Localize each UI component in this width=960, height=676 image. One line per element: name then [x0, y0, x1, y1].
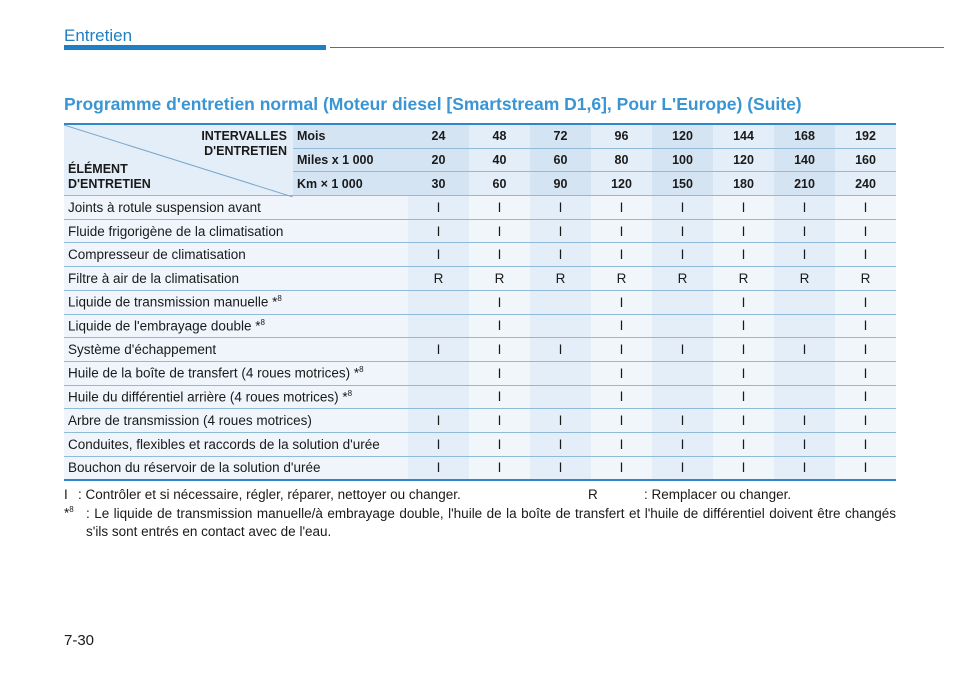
interval-cell: I	[469, 314, 530, 338]
interval-cell: R	[835, 267, 896, 291]
item-text: Filtre à air de la climatisation	[68, 270, 240, 286]
interval-cell: I	[774, 338, 835, 362]
interval-cell: I	[652, 432, 713, 456]
interval-cell: I	[713, 314, 774, 338]
interval-cell: I	[652, 338, 713, 362]
header-value: 48	[469, 124, 530, 148]
corner-interval-label	[201, 129, 287, 159]
interval-cell: R	[408, 267, 469, 291]
interval-cell: I	[530, 243, 591, 267]
table-row	[64, 196, 896, 220]
header-value: 192	[835, 124, 896, 148]
interval-cell: I	[713, 219, 774, 243]
interval-cell: I	[652, 409, 713, 433]
item-label	[64, 290, 408, 314]
corner-top-line2: D'ENTRETIEN	[204, 144, 287, 158]
interval-cell: I	[469, 243, 530, 267]
interval-cell: I	[591, 290, 652, 314]
interval-cell: R	[530, 267, 591, 291]
item-label	[64, 361, 408, 385]
interval-cell: I	[713, 409, 774, 433]
interval-cell: I	[835, 314, 896, 338]
table-row	[64, 338, 896, 362]
interval-cell: R	[652, 267, 713, 291]
item-text: Arbre de transmission (4 roues motrices)	[68, 413, 312, 429]
footnote-key	[64, 505, 74, 521]
interval-cell: I	[591, 243, 652, 267]
interval-cell: I	[774, 409, 835, 433]
interval-cell: I	[408, 456, 469, 480]
interval-cell	[774, 361, 835, 385]
table-row	[64, 243, 896, 267]
header-row-months	[64, 124, 896, 148]
interval-cell: I	[469, 409, 530, 433]
item-label	[64, 432, 408, 456]
table-row	[64, 385, 896, 409]
header-value: 90	[530, 172, 591, 196]
interval-cell: I	[652, 456, 713, 480]
legend-i-text: : Contrôler et si nécessaire, régler, réparer, nettoyer ou changer.	[78, 487, 461, 502]
interval-cell: I	[469, 196, 530, 220]
interval-cell	[774, 290, 835, 314]
interval-cell: I	[774, 456, 835, 480]
interval-cell: I	[408, 432, 469, 456]
item-label	[64, 338, 408, 362]
item-text: Huile du différentiel arrière (4 roues motrices) *	[68, 389, 348, 405]
interval-cell: I	[530, 196, 591, 220]
interval-cell: I	[713, 361, 774, 385]
maintenance-table	[64, 123, 896, 481]
interval-cell: I	[591, 409, 652, 433]
interval-cell: I	[774, 243, 835, 267]
header-value: 30	[408, 172, 469, 196]
item-label	[64, 219, 408, 243]
interval-cell: I	[591, 385, 652, 409]
interval-cell: I	[835, 432, 896, 456]
interval-cell: I	[713, 290, 774, 314]
header-value: 210	[774, 172, 835, 196]
item-footnote-ref: 8	[347, 389, 353, 399]
header-value: 100	[652, 148, 713, 172]
interval-cell: I	[469, 290, 530, 314]
legend-r-key: R	[588, 487, 598, 502]
header-value: 80	[591, 148, 652, 172]
table-row	[64, 456, 896, 480]
item-text: Liquide de l'embrayage double *	[68, 318, 261, 334]
interval-cell: I	[713, 385, 774, 409]
corner-item-label	[68, 162, 151, 192]
interval-cell	[530, 361, 591, 385]
interval-cell: I	[713, 243, 774, 267]
interval-cell: I	[652, 243, 713, 267]
header-value: 120	[713, 148, 774, 172]
table-row	[64, 432, 896, 456]
interval-cell: I	[591, 432, 652, 456]
header-value: 20	[408, 148, 469, 172]
interval-cell: I	[408, 243, 469, 267]
interval-cell: R	[774, 267, 835, 291]
interval-cell	[530, 290, 591, 314]
interval-cell: I	[469, 456, 530, 480]
item-label	[64, 314, 408, 338]
interval-cell: I	[713, 432, 774, 456]
interval-cell: I	[408, 338, 469, 362]
interval-cell: I	[469, 385, 530, 409]
header-value: 240	[835, 172, 896, 196]
interval-cell: I	[408, 219, 469, 243]
header-label: Mois	[293, 124, 408, 148]
interval-cell	[652, 385, 713, 409]
item-footnote-ref: 8	[359, 365, 364, 375]
interval-cell: I	[713, 456, 774, 480]
header-rule-thick	[64, 45, 326, 50]
header-value: 150	[652, 172, 713, 196]
header-value: 96	[591, 124, 652, 148]
interval-cell	[530, 385, 591, 409]
header-value: 60	[469, 172, 530, 196]
header-value: 72	[530, 124, 591, 148]
table-row	[64, 290, 896, 314]
item-text: Fluide frigorigène de la climatisation	[68, 223, 284, 239]
item-label	[64, 267, 408, 291]
page-title: Programme d'entretien normal (Moteur diesel [Smartstream D1,6], Pour L'Europe) (Suite)	[64, 94, 802, 114]
legend-r-text: : Remplacer ou changer.	[644, 487, 792, 502]
interval-cell: I	[835, 290, 896, 314]
interval-cell: I	[408, 409, 469, 433]
header-value: 180	[713, 172, 774, 196]
item-text: Joints à rotule suspension avant	[68, 199, 261, 215]
interval-cell: I	[835, 243, 896, 267]
table-row	[64, 361, 896, 385]
header-label: Km × 1 000	[293, 172, 408, 196]
interval-cell: I	[835, 385, 896, 409]
table-row	[64, 409, 896, 433]
interval-cell: I	[652, 196, 713, 220]
footnote-star: *	[64, 505, 70, 521]
interval-cell: I	[591, 219, 652, 243]
item-text: Compresseur de climatisation	[68, 247, 246, 263]
header-value: 120	[591, 172, 652, 196]
header-value: 168	[774, 124, 835, 148]
interval-cell	[408, 290, 469, 314]
item-label	[64, 409, 408, 433]
item-text: Huile de la boîte de transfert (4 roues motrices) *	[68, 365, 360, 381]
interval-cell: I	[591, 361, 652, 385]
interval-cell	[530, 314, 591, 338]
interval-cell: I	[835, 456, 896, 480]
header-value: 144	[713, 124, 774, 148]
interval-cell: I	[408, 196, 469, 220]
interval-cell: I	[530, 219, 591, 243]
interval-cell	[408, 385, 469, 409]
interval-cell: I	[530, 456, 591, 480]
header-value: 160	[835, 148, 896, 172]
interval-cell: R	[469, 267, 530, 291]
header-label: Miles x 1 000	[293, 148, 408, 172]
item-label	[64, 243, 408, 267]
interval-cell	[652, 361, 713, 385]
header-value: 40	[469, 148, 530, 172]
section-title: Entretien	[64, 26, 133, 45]
item-text: Conduites, flexibles et raccords de la solution d'urée	[68, 436, 380, 452]
header-value: 140	[774, 148, 835, 172]
interval-cell: I	[713, 196, 774, 220]
item-text: Système d'échappement	[68, 342, 217, 358]
interval-cell: I	[835, 361, 896, 385]
interval-cell: I	[530, 338, 591, 362]
table-row	[64, 314, 896, 338]
interval-cell	[774, 314, 835, 338]
header-corner	[64, 124, 293, 196]
interval-cell: I	[530, 409, 591, 433]
interval-cell: I	[469, 338, 530, 362]
interval-cell: R	[713, 267, 774, 291]
interval-cell: I	[469, 432, 530, 456]
interval-cell: I	[774, 196, 835, 220]
item-footnote-ref: 8	[260, 318, 265, 328]
item-footnote-ref: 8	[277, 294, 282, 304]
interval-cell	[408, 361, 469, 385]
interval-cell	[652, 290, 713, 314]
header-value: 120	[652, 124, 713, 148]
interval-cell: I	[713, 338, 774, 362]
interval-cell: R	[591, 267, 652, 291]
footnote-sup: 8	[69, 505, 74, 514]
legend-i-key: I	[64, 487, 68, 502]
interval-cell: I	[591, 456, 652, 480]
footnote-text: : Le liquide de transmission manuelle/à embrayage double, l'huile de la boîte de transfert et l'huile de différentiel doivent être changés s'ils sont entrés en contact avec de l'eau.	[86, 506, 896, 539]
corner-bottom-line2: D'ENTRETIEN	[68, 177, 151, 192]
page-number: 7-30	[64, 632, 95, 649]
item-text: Liquide de transmission manuelle *	[68, 294, 278, 310]
interval-cell: I	[835, 409, 896, 433]
table-row	[64, 219, 896, 243]
header-rule-thin	[330, 47, 944, 48]
interval-cell: I	[530, 432, 591, 456]
interval-cell	[408, 314, 469, 338]
interval-cell: I	[835, 338, 896, 362]
interval-cell: I	[469, 219, 530, 243]
header-value: 60	[530, 148, 591, 172]
interval-cell: I	[835, 219, 896, 243]
item-label	[64, 385, 408, 409]
corner-top-line1: INTERVALLES	[201, 129, 287, 143]
interval-cell: I	[835, 196, 896, 220]
interval-cell	[774, 385, 835, 409]
interval-cell: I	[774, 432, 835, 456]
interval-cell: I	[774, 219, 835, 243]
interval-cell: I	[469, 361, 530, 385]
item-label	[64, 196, 408, 220]
interval-cell: I	[591, 196, 652, 220]
header-value: 24	[408, 124, 469, 148]
interval-cell: I	[652, 219, 713, 243]
item-text: Bouchon du réservoir de la solution d'urée	[68, 460, 321, 476]
interval-cell	[652, 314, 713, 338]
interval-cell: I	[591, 314, 652, 338]
interval-cell: I	[591, 338, 652, 362]
corner-bottom-line1: ÉLÉMENT	[68, 162, 128, 177]
table-row	[64, 267, 896, 291]
item-label	[64, 456, 408, 480]
